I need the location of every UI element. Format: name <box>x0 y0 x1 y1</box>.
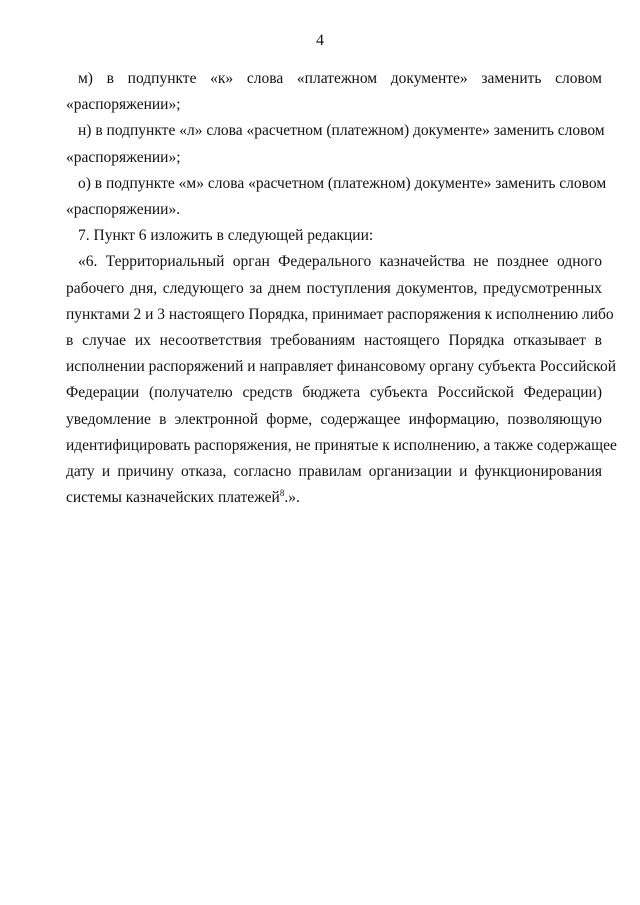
text-fragment: системы казначейских платежей <box>66 489 280 507</box>
paragraph-point-6 <box>66 249 617 511</box>
paragraph-m <box>66 66 602 118</box>
text-line: 7. Пункт 6 изложить в следующей редакции: <box>78 227 374 245</box>
text-line-last <box>66 485 602 511</box>
text-line: дату и причину отказа, согласно правилам организации и функционирования <box>66 463 602 481</box>
text-line: «6. Территориальный орган Федерального казначейства не позднее одного <box>78 253 602 271</box>
paragraph-n <box>66 118 605 170</box>
text-line: Федерации (получателю средств бюджета субъекта Российской Федерации) <box>66 384 602 402</box>
text-line: исполнении распоряжений и направляет финансовому органу субъекта Российской <box>66 358 617 376</box>
text-line: «распоряжении»; <box>66 96 181 114</box>
text-line: «распоряжении». <box>66 201 181 219</box>
text-line: уведомление в электронной форме, содержащее информацию, позволяющую <box>66 410 602 428</box>
text-line: идентифицировать распоряжения, не принятые к исполнению, а также содержащее <box>66 436 617 454</box>
text-line: пунктами 2 и 3 настоящего Порядка, принимает распоряжения к исполнению либо <box>66 305 614 323</box>
text-fragment: .». <box>284 489 300 507</box>
paragraph-o <box>66 171 607 223</box>
page-number: 4 <box>316 32 324 49</box>
text-line: в случае их несоответствия требованиям настоящего Порядка отказывает в <box>66 332 602 350</box>
paragraph-item-7 <box>66 223 602 249</box>
footnote-mark[interactable]: 8 <box>279 488 285 499</box>
text-line: рабочего дня, следующего за днем поступления документов, предусмотренных <box>66 279 602 297</box>
text-line: «распоряжении»; <box>66 148 181 166</box>
text-line: н) в подпункте «л» слова «расчетном (платежном) документе» заменить словом <box>78 122 605 140</box>
document-body <box>66 66 617 511</box>
text-line: о) в подпункте «м» слова «расчетном (платежном) документе» заменить словом <box>78 174 607 192</box>
text-line: м) в подпункте «к» слова «платежном документе» заменить словом <box>78 70 602 87</box>
